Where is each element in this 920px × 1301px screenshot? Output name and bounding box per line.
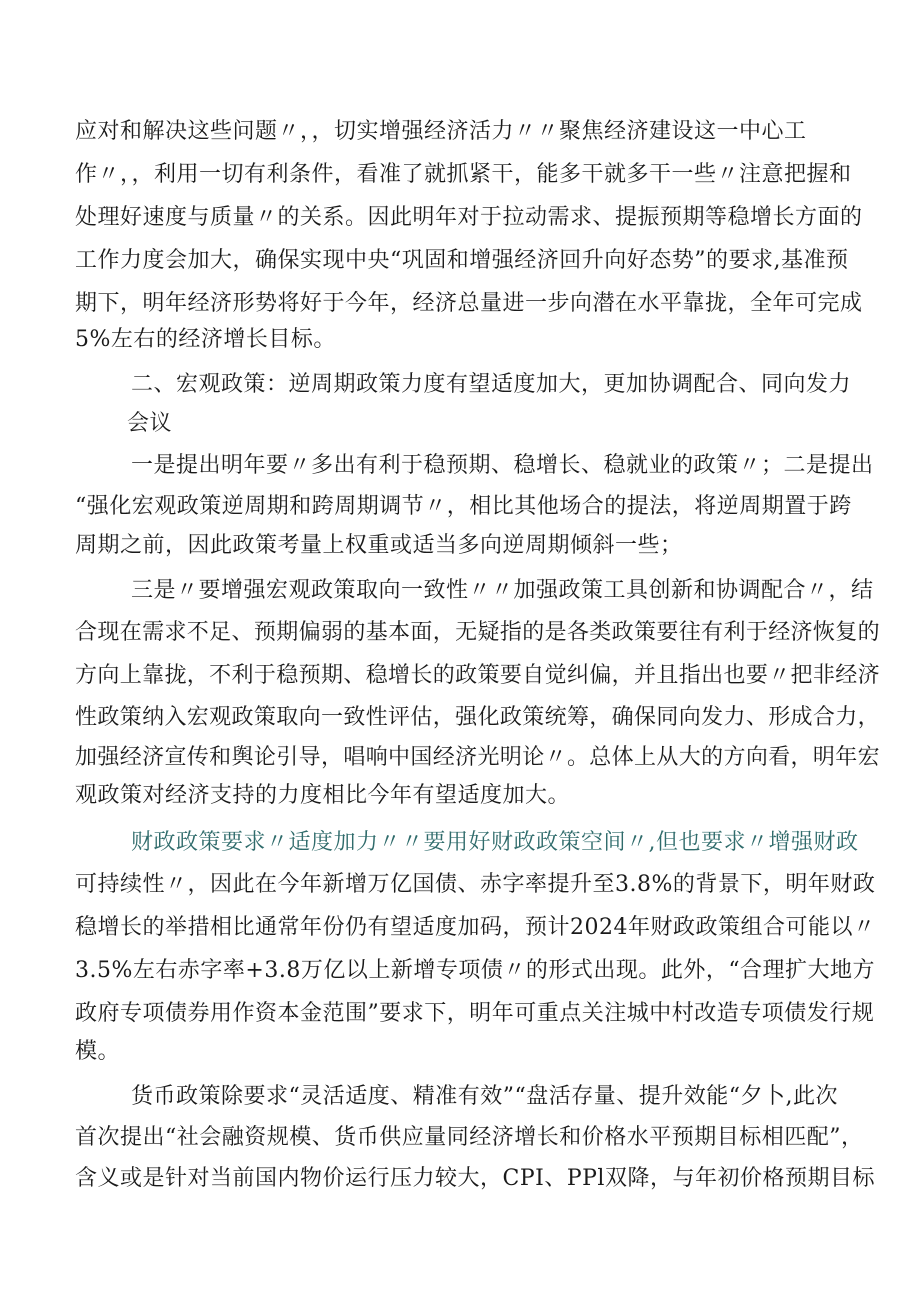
text-line: 含义或是针对当前国内物价运行压力较大，CPI、PPl双降，与年初价格预期目标 [75,1166,875,1191]
text-line: 首次提出“社会融资规模、货币供应量同经济增长和价格水平预期目标相匹配”， [75,1125,864,1150]
text-line: 一是提出明年要〃多出有利于稳预期、稳增长、稳就业的政策〃；二是提出 [131,453,874,478]
text-line: 处理好速度与质量〃的关系。因此明年对于拉动需求、提振预期等稳增长方面的 [75,205,863,230]
text-line: 政府专项债券用作资本金范围”要求下，明年可重点关注城中村改造专项债发行规 [75,1001,875,1026]
text-line: 性政策纳入宏观政策取向一致性评估，强化政策统筹，确保同向发力、形成合力， [75,705,881,730]
text-line: 可持续性〃，因此在今年新增万亿国债、赤字率提升至3.8%的背景下，明年财政 [75,872,876,897]
text-line: 作〃，，利用一切有利条件，看准了就抓紧干，能多干就多干一些〃注意把握和 [75,162,852,187]
text-line: 合现在需求不足、预期偏弱的基本面，无疑指的是各类政策要往有利于经济恢复的 [75,620,881,645]
text-line: 方向上靠拢，不利于稳预期、稳增长的政策要自觉纠偏，并且指出也要〃把非经济 [75,663,881,688]
text-line: 模。 [75,1039,121,1064]
text-line: 周期之前，因此政策考量上权重或适当多向逆周期倾斜一些； [75,533,683,558]
text-line: 5%左右的经济增长目标。 [75,327,336,352]
text-line: 财政政策要求〃适度加力〃〃要用好财政政策空间〃,但也要求〃增强财政 [131,830,859,855]
text-line: “强化宏观政策逆周期和跨周期调节〃，相比其他场合的提法，将逆周期置于跨 [75,494,852,519]
text-line: 工作力度会加大，确保实现中央“巩固和增强经济回升向好态势”的要求,基准预 [75,248,849,273]
text-line: 应对和解决这些问题〃，，切实增强经济活力〃〃聚焦经济建设这一中心工 [75,119,807,144]
text-line: 会议 [127,411,173,436]
text-line: 加强经济宣传和舆论引导，唱响中国经济光明论〃。总体上从大的方向看，明年宏 [75,745,881,770]
text-line: 3.5%左右赤字率+3.8万亿以上新增专项债〃的形式出现。此外，“合理扩大地方 [75,958,876,983]
text-line: 货币政策除要求“灵活适度、精准有效”“盘活存量、提升效能“夕卜,此次 [131,1084,838,1109]
text-line: 稳增长的举措相比通常年份仍有望适度加码，预计2024年财政政策组合可能以〃 [75,915,876,940]
text-line: 期下，明年经济形势将好于今年，经济总量进一步向潜在水平靠拢，全年可完成 [75,291,863,316]
text-line: 观政策对经济支持的力度相比今年有望适度加大。 [75,783,571,808]
section-heading: 二、宏观政策：逆周期政策力度有望适度加大，更加协调配合、同向发力 [131,372,852,397]
text-line: 三是〃要增强宏观政策取向一致性〃〃加强政策工具创新和协调配合〃，结 [131,578,874,603]
